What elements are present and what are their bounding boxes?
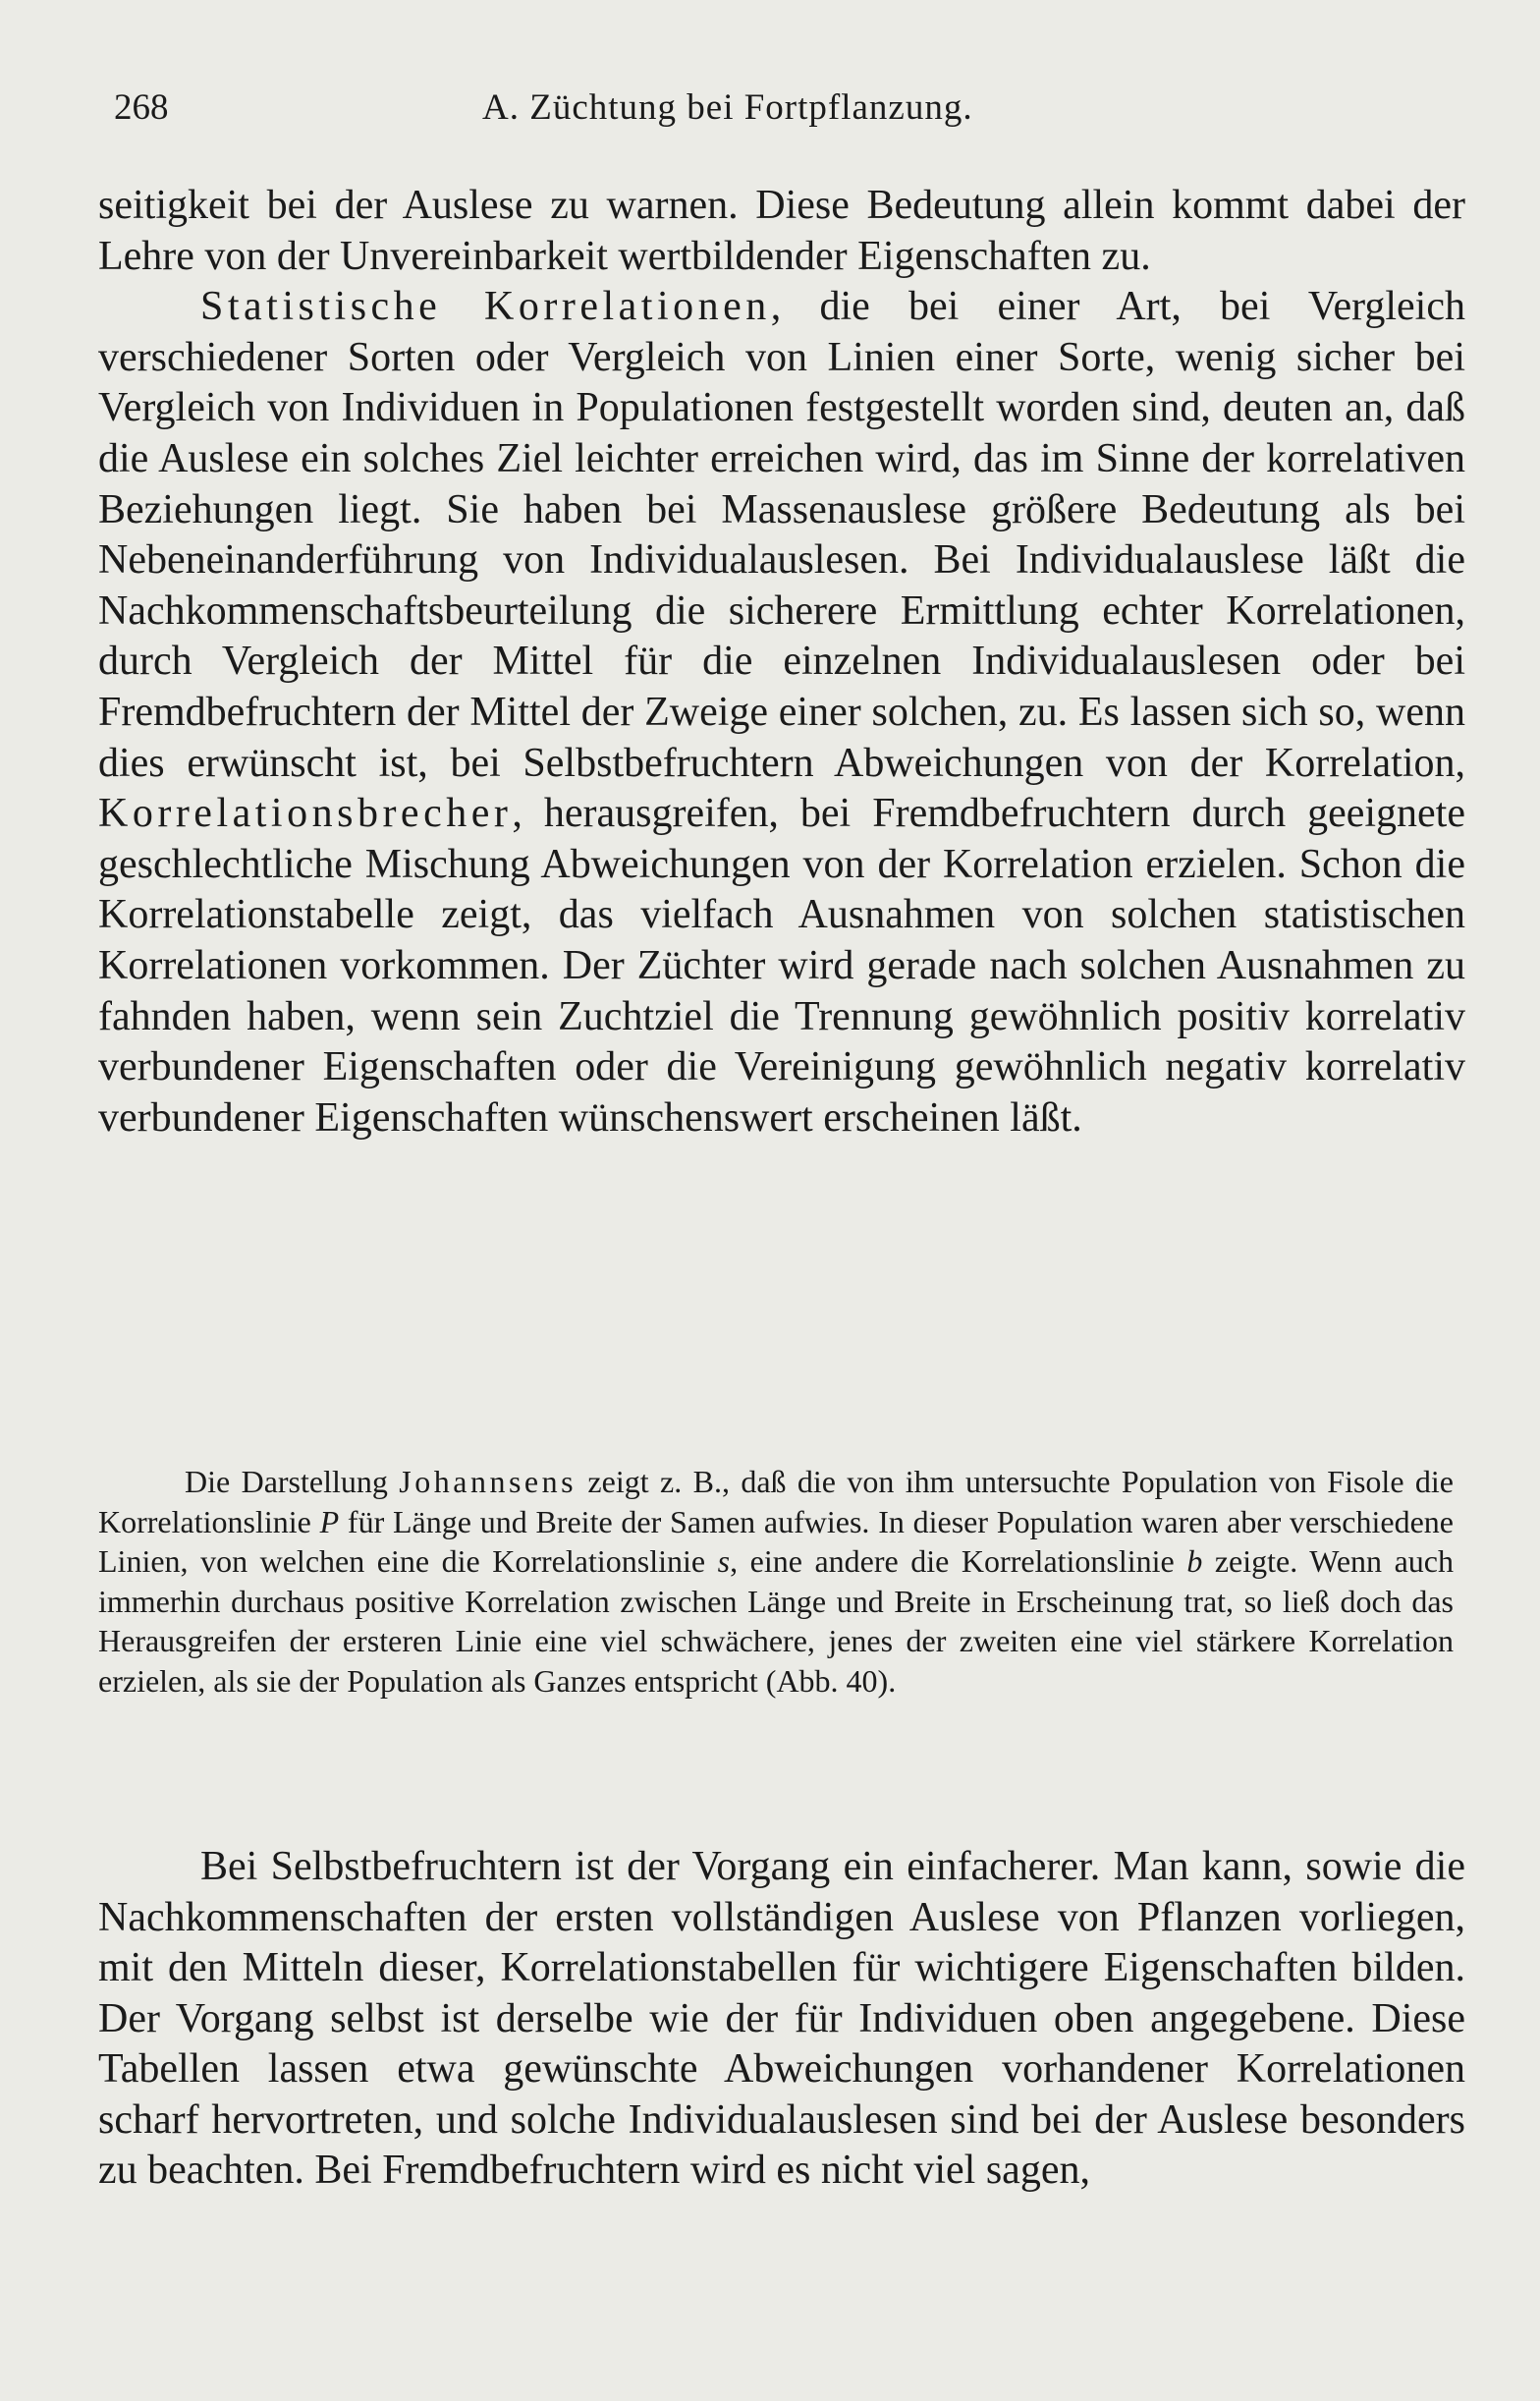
paragraph-text: , die bei einer Art, bei Vergleich verschiedener Sorten oder Vergleich von Linien einer Sorte, wenig sicher bei Vergleich von Individuen in Populationen festgestellt worden sind, deuten an, daß die Auslese ein solches Ziel leichter erreichen wird, das im Sinne der korrelativen Beziehungen liegt. Sie haben bei Massenauslese größere Bedeutung als bei Nebeneinanderführung von Individualauslesen. Bei Individualauslese läßt die Nachkommenschaftsbeurteilung die sicherere Ermittlung echter Korrelationen, durch Vergleich der Mittel für die einzelnen Individualauslesen oder bei Fremdbefruchtern der Mittel der Zweige einer solchen, zu. Es lassen sich so, wenn dies erwünscht ist, bei Selbstbefruchtern Abweichungen von der Korrelation,: [98, 284, 1465, 786]
emphasized-term-statistical-correlations: Statistische Korrelationen: [200, 284, 771, 330]
variable-p: P: [319, 1503, 340, 1539]
variable-s: s: [717, 1543, 731, 1579]
main-text-lower: [98, 1842, 1465, 2197]
paragraph-text: , herausgreifen, bei Fremdbefruchtern durch geeignete geschlechtliche Mischung Abweichungen von der Korrelation erzielen. Schon die Korrelationstabelle zeigt, das vielfach Ausnahmen von solchen statistischen Korrelationen vorkommen. Der Züchter wird gerade nach solchen Ausnahmen zu fahnden haben, wenn sein Zuchtziel die Trennung gewöhnlich positiv korrelativ verbundener Eigenschaften oder die Vereinigung gewöhnlich negativ korrelativ verbundener Eigenschaften wünschenswert erscheinen läßt.: [98, 791, 1465, 1141]
page-header: [114, 83, 1450, 134]
main-text-upper: [98, 181, 1465, 1144]
paragraph-statistical-correlations: [98, 282, 1465, 1144]
running-head: A. Züchtung bei Fortpflanzung.: [482, 87, 973, 128]
author-name: Johannsens: [399, 1464, 578, 1499]
variable-b: b: [1186, 1543, 1203, 1579]
paragraph-self-fertilizers: Bei Selbstbefruchtern ist der Vorgang ein einfacherer. Man kann, sowie die Nachkommenschaften der ersten vollständigen Auslese von Pflanzen vorliegen, mit den Mitteln dieser, Korrelationstabellen für wichtigere Eigenschaften bilden. Der Vorgang selbst ist derselbe wie der für Individuen oben angegebene. Diese Tabellen lassen etwa gewünschte Abweichungen vorhandener Korrelationen scharf hervortreten, und solche Individualauslesen sind bei der Auslese besonders zu beachten. Bei Fremdbefruchtern wird es nicht viel sagen,: [98, 1844, 1465, 2193]
paragraph-continuation: seitigkeit bei der Auslese zu warnen. Diese Bedeutung allein kommt dabei der Lehre von der Unvereinbarkeit wertbildender Eigenschaften zu.: [98, 183, 1465, 279]
page-number: 268: [114, 87, 169, 128]
emphasized-term-correlation-breaker: Korrelationsbrecher: [98, 791, 513, 837]
small-print-note: Die Darstellung Johannsens zeigt z. B., daß die von ihm untersuchte Population von Fisole die Korrelationslinie P für Länge und Breite der Samen aufwies. In dieser Population waren aber verschiedene Linien, von welchen eine die Korrelationslinie s, eine andere die Korrelationslinie b zeigte. Wenn auch immerhin durchaus positive Korrelation zwischen Länge und Breite in Erscheinung trat, so ließ doch das Herausgreifen der ersteren Linie eine viel schwächere, jenes der zweiten eine viel stärkere Korrelation erzielen, als sie der Population als Ganzes entspricht (Abb. 40).: [98, 1464, 1455, 1699]
